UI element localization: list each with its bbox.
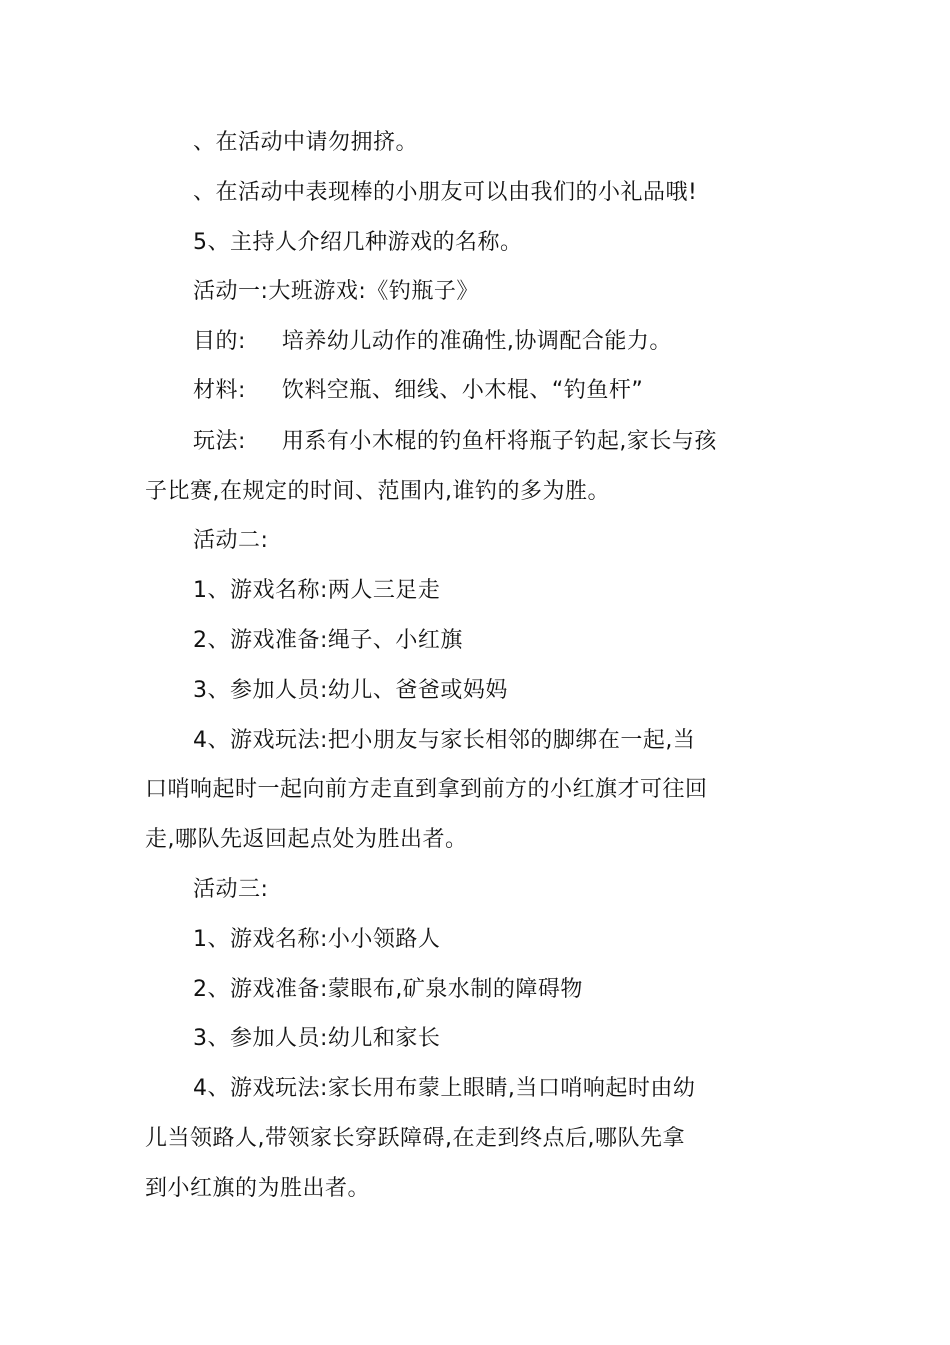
activity-one-rules <box>193 427 717 457</box>
activity-two-game-name: 1、游戏名称:两人三足走 <box>193 578 441 603</box>
materials-text: 饮料空瓶、细线、小木棍、“钓鱼杆” <box>281 378 644 403</box>
activity-one-purpose <box>193 327 672 357</box>
activity-three-rules-cont-1: 儿当领路人,带领家长穿跃障碍,在走到终点后,哪队先拿 <box>145 1126 685 1151</box>
activity-one-rules-cont: 子比赛,在规定的时间、范围内,谁钓的多为胜。 <box>145 479 610 504</box>
activity-two-prep: 2、游戏准备:绳子、小红旗 <box>193 628 463 653</box>
purpose-text: 培养幼儿动作的准确性,协调配合能力。 <box>281 329 672 354</box>
rule-small-gifts: 、在活动中表现棒的小朋友可以由我们的小礼品哦! <box>193 180 698 205</box>
rule-no-crowding: 、在活动中请勿拥挤。 <box>193 130 419 155</box>
host-intro-line: 5、主持人介绍几种游戏的名称。 <box>193 230 523 255</box>
activity-two-participants: 3、参加人员:幼儿、爸爸或妈妈 <box>193 678 508 703</box>
activity-three-rules-cont-2: 到小红旗的为胜出者。 <box>145 1176 371 1201</box>
activity-three-game-name: 1、游戏名称:小小领路人 <box>193 927 441 952</box>
activity-three-rules: 4、游戏玩法:家长用布蒙上眼睛,当口哨响起时由幼 <box>193 1076 696 1101</box>
rules-label: 玩法: <box>193 429 246 454</box>
rules-text: 用系有小木棍的钓鱼杆将瓶子钓起,家长与孩 <box>281 429 717 454</box>
purpose-label: 目的: <box>193 329 246 354</box>
activity-two-rules-cont-1: 口哨响起时一起向前方走直到拿到前方的小红旗才可往回 <box>145 777 708 802</box>
activity-one-heading: 活动一:大班游戏:《钓瓶子》 <box>193 279 479 304</box>
activity-two-heading: 活动二: <box>193 528 269 553</box>
activity-three-prep: 2、游戏准备:蒙眼布,矿泉水制的障碍物 <box>193 977 583 1002</box>
activity-two-rules: 4、游戏玩法:把小朋友与家长相邻的脚绑在一起,当 <box>193 728 696 753</box>
activity-three-heading: 活动三: <box>193 877 269 902</box>
activity-two-rules-cont-2: 走,哪队先返回起点处为胜出者。 <box>145 827 468 852</box>
materials-label: 材料: <box>193 378 246 403</box>
activity-one-materials <box>193 376 643 406</box>
activity-three-participants: 3、参加人员:幼儿和家长 <box>193 1026 441 1051</box>
